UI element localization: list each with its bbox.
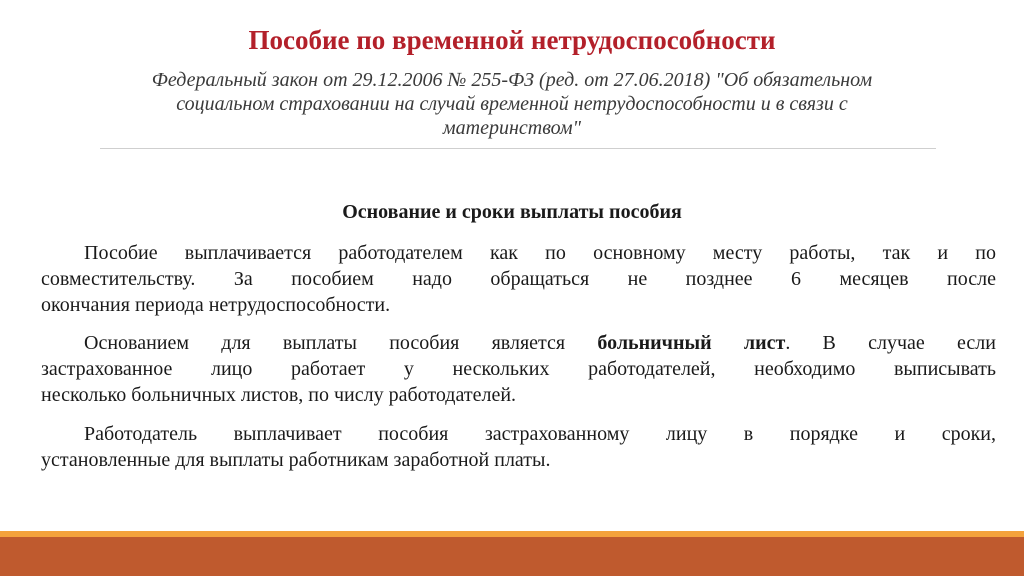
paragraph-employer-payment [41,421,996,473]
paragraph-text: Основанием для выплаты пособия является [84,332,598,354]
slide-title: Пособие по временной нетрудоспособности [248,25,776,55]
paragraph-line: Пособие выплачивается работодателем как по основному месту работы, так и по [84,242,996,264]
divider [100,148,936,149]
law-reference-line: социальном страховании на случай временной нетрудоспособности и в связи с [176,93,848,115]
sick-leave-term: больничный лист [597,332,786,354]
law-reference [70,68,954,140]
section-heading: Основание и сроки выплаты пособия [342,201,682,223]
paragraph-line: застрахованное лицо работает у нескольких работодателей, необходимо выписывать [41,358,996,380]
law-reference-line: Федеральный закон от 29.12.2006 № 255-ФЗ (ред. от 27.06.2018) "Об обязательном [151,69,873,91]
footer-bar [0,537,1024,576]
paragraph-line: совместительству. За пособием надо обращаться не позднее 6 месяцев после [41,268,996,290]
paragraph-line: Работодатель выплачивает пособия застрахованному лицу в порядке и сроки, [84,423,996,445]
paragraph-line: установленные для выплаты работникам заработной платы. [41,449,551,471]
paragraph-text: . В случае если [785,332,996,354]
paragraph-sick-leave [41,330,996,408]
paragraph-payment-place [41,240,996,318]
paragraph-line: окончания периода нетрудоспособности. [41,294,391,316]
law-reference-line: материнством" [442,117,582,139]
paragraph-line [41,330,996,356]
paragraph-line: несколько больничных листов, по числу работодателей. [41,384,517,406]
